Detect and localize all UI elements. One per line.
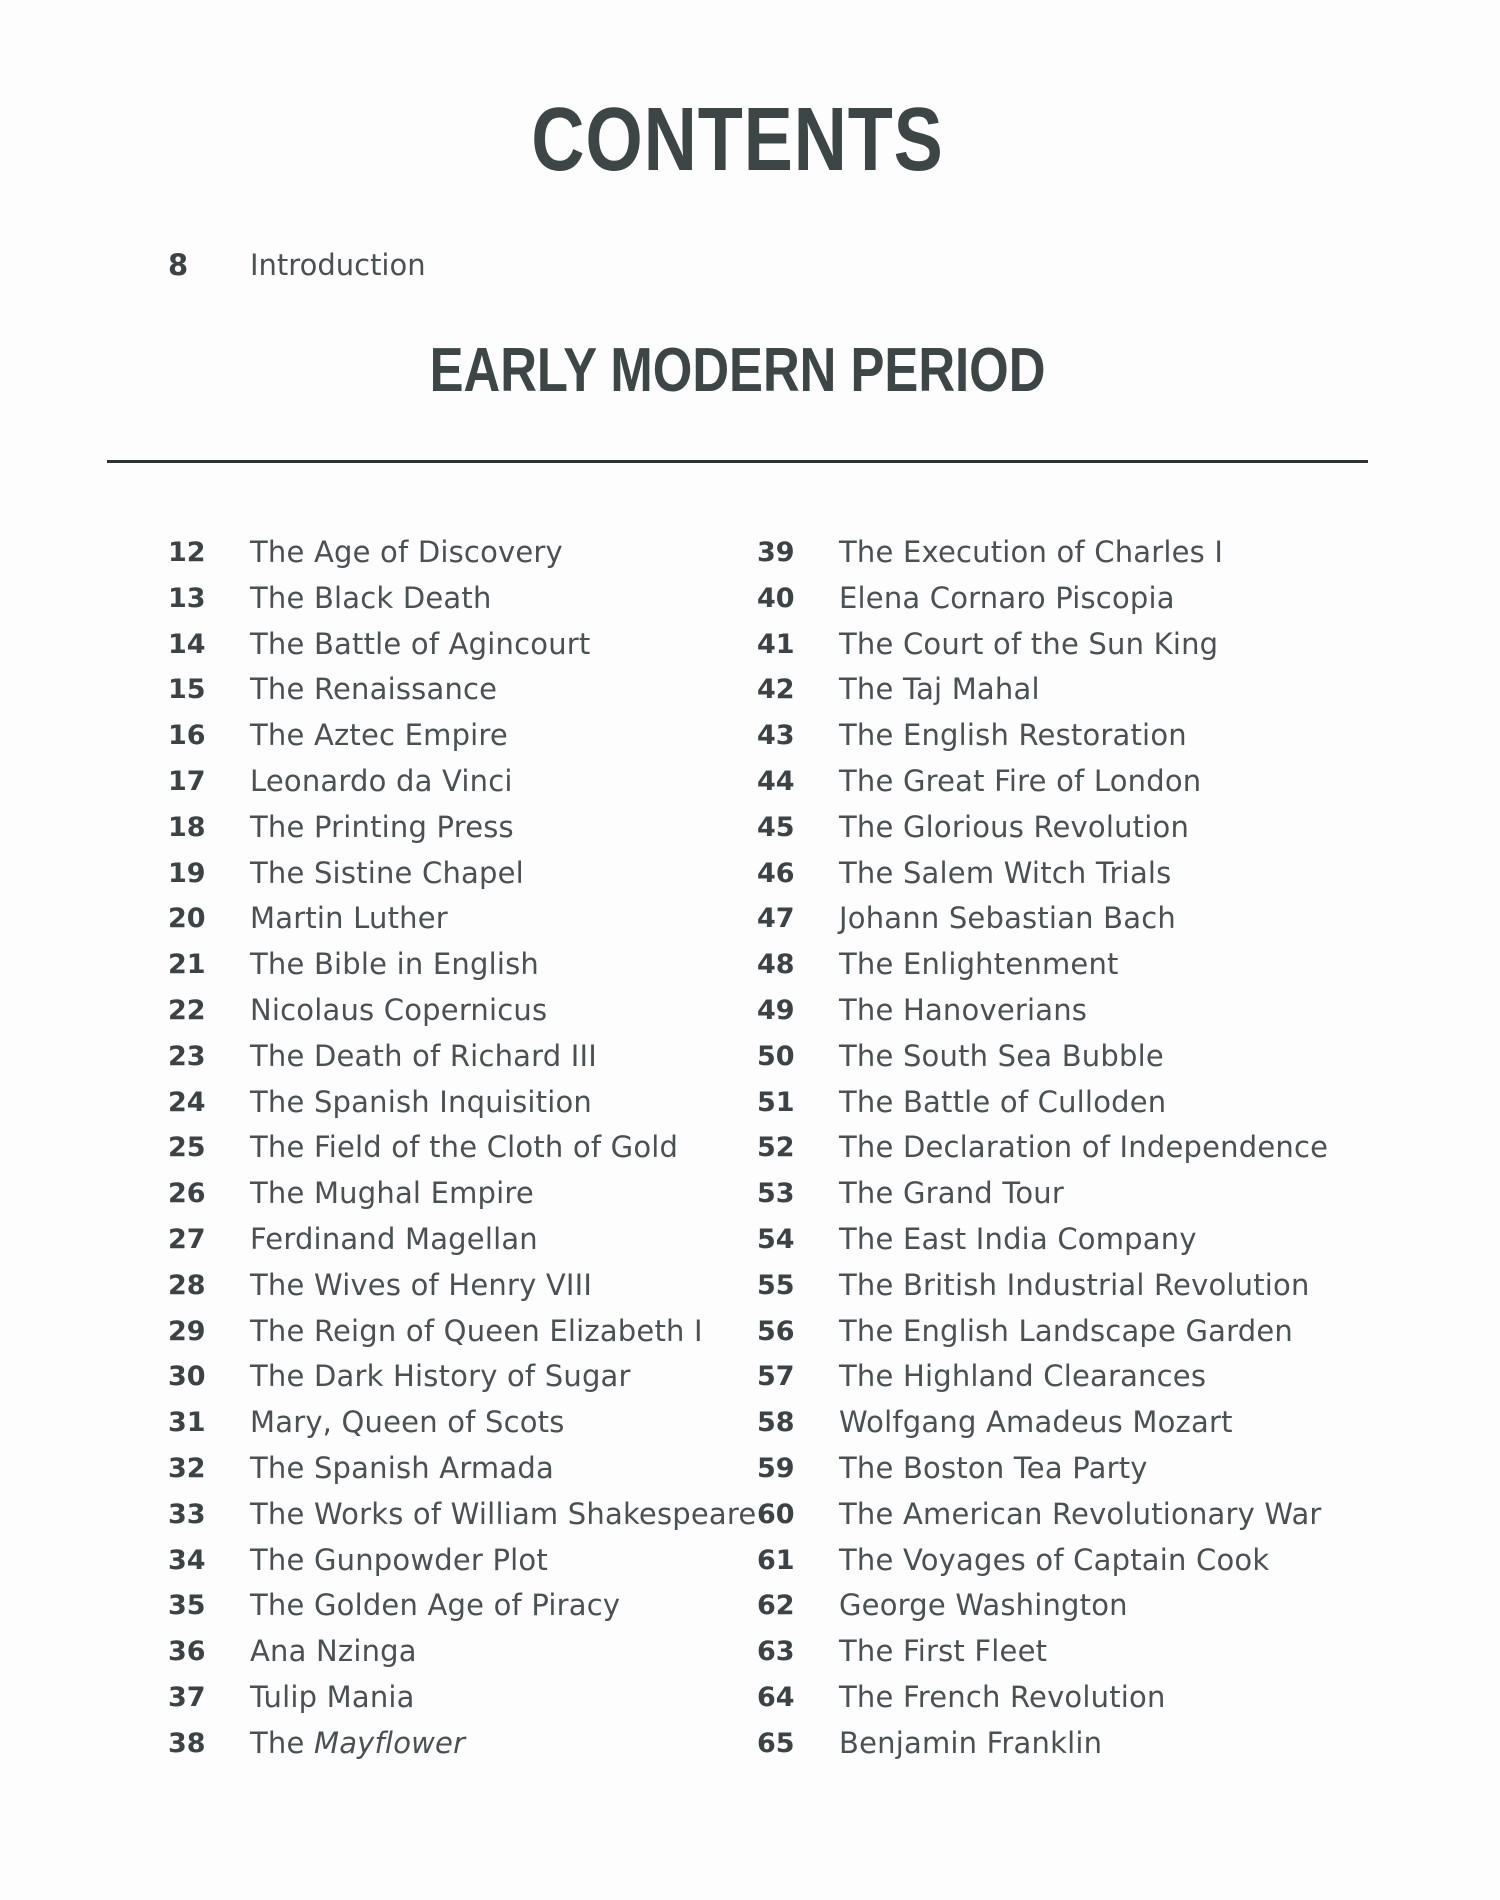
toc-page-number: 48 xyxy=(757,949,795,981)
toc-page-number: 51 xyxy=(757,1086,795,1118)
toc-entry-label: The Hanoverians xyxy=(839,992,1088,1027)
toc-page-number: 40 xyxy=(757,582,795,614)
toc-page-number: 21 xyxy=(168,949,206,981)
toc-page-number: 35 xyxy=(168,1590,206,1622)
toc-column-left xyxy=(168,530,768,1767)
toc-page-number: 27 xyxy=(168,1223,206,1255)
toc-page-number: 26 xyxy=(168,1178,206,1210)
toc-entry xyxy=(757,1309,1357,1355)
toc-entry xyxy=(168,759,768,805)
toc-entry-label: The Glorious Revolution xyxy=(839,809,1190,844)
toc-entry-label: The Wives of Henry VIII xyxy=(250,1267,593,1302)
toc-page-number: 24 xyxy=(168,1086,206,1118)
toc-entry-label: The Reign of Queen Elizabeth I xyxy=(250,1313,703,1348)
toc-entry-label: The Battle of Agincourt xyxy=(250,626,591,661)
toc-entry xyxy=(757,1675,1357,1721)
toc-entry-label: George Washington xyxy=(839,1588,1128,1623)
toc-page-number: 59 xyxy=(757,1452,795,1484)
toc-entry xyxy=(168,1583,768,1629)
toc-entry xyxy=(757,1446,1357,1492)
toc-page-number: 41 xyxy=(757,628,795,660)
toc-entry xyxy=(757,1354,1357,1400)
toc-entry-label: The English Landscape Garden xyxy=(839,1313,1293,1348)
toc-page-number: 45 xyxy=(757,811,795,843)
toc-page-number: 39 xyxy=(757,537,795,568)
toc-entry xyxy=(168,1400,768,1446)
toc-entry xyxy=(757,530,1357,576)
toc-entry xyxy=(168,713,768,759)
toc-entry-label: The Voyages of Captain Cook xyxy=(839,1542,1270,1577)
toc-entry-label: The Boston Tea Party xyxy=(839,1450,1148,1485)
toc-entry-label: The Highland Clearances xyxy=(839,1359,1207,1394)
toc-page-number: 46 xyxy=(757,857,795,889)
toc-page-number: 57 xyxy=(757,1361,795,1393)
toc-entry xyxy=(757,942,1357,988)
toc-entry xyxy=(757,1217,1357,1263)
toc-entry xyxy=(168,988,768,1034)
toc-page-number: 19 xyxy=(168,857,206,889)
toc-entry xyxy=(757,1080,1357,1126)
toc-page-number: 63 xyxy=(757,1636,795,1668)
toc-entry-label: The Renaissance xyxy=(250,672,498,707)
toc-entry xyxy=(168,1309,768,1355)
toc-entry-label: The Taj Mahal xyxy=(839,672,1040,707)
toc-page-number: 17 xyxy=(168,765,206,797)
toc-entry-label: The Salem Witch Trials xyxy=(839,855,1172,890)
toc-entry xyxy=(168,896,768,942)
toc-page-number: 25 xyxy=(168,1132,206,1164)
toc-entry-label: The Declaration of Independence xyxy=(839,1130,1329,1165)
toc-entry-label: The Battle of Culloden xyxy=(839,1084,1167,1119)
toc-entry-label: The Aztec Empire xyxy=(250,718,508,753)
toc-entry-label: The Sistine Chapel xyxy=(250,855,524,890)
toc-page-number: 47 xyxy=(757,903,795,935)
toc-page-number: 58 xyxy=(757,1407,795,1439)
toc-page-number: 18 xyxy=(168,811,206,843)
toc-entry-label: The American Revolutionary War xyxy=(839,1496,1322,1531)
toc-entry-label: The Golden Age of Piracy xyxy=(250,1588,621,1623)
toc-entry-label: The English Restoration xyxy=(839,718,1187,753)
toc-entry-label: The Spanish Inquisition xyxy=(250,1084,592,1119)
toc-entry-label: Leonardo da Vinci xyxy=(250,763,513,798)
toc-page-number: 62 xyxy=(757,1590,795,1622)
toc-page-number: 42 xyxy=(757,674,795,706)
toc-entry xyxy=(757,1721,1357,1767)
toc-entry xyxy=(168,1629,768,1675)
toc-entry xyxy=(757,1583,1357,1629)
toc-page-number: 14 xyxy=(168,628,206,660)
toc-page-number: 12 xyxy=(168,537,206,568)
toc-page-number: 64 xyxy=(757,1681,795,1713)
toc-entry xyxy=(168,942,768,988)
toc-entry-label: Elena Cornaro Piscopia xyxy=(839,580,1175,615)
toc-entry-label: The French Revolution xyxy=(839,1679,1166,1714)
toc-page-number: 16 xyxy=(168,720,206,752)
toc-entry-label: The First Fleet xyxy=(839,1634,1048,1669)
toc-entry-label: The Black Death xyxy=(250,580,492,615)
toc-entry xyxy=(757,1492,1357,1538)
toc-entry-label: The Dark History of Sugar xyxy=(250,1359,631,1394)
toc-entry xyxy=(757,1629,1357,1675)
toc-entry-label: The Gunpowder Plot xyxy=(250,1542,548,1577)
toc-page-number: 15 xyxy=(168,674,206,706)
page-title: CONTENTS xyxy=(531,90,944,190)
toc-entry-label: The Field of the Cloth of Gold xyxy=(250,1130,679,1165)
toc-entry-label: The Grand Tour xyxy=(839,1176,1064,1211)
toc-entry-label: Benjamin Franklin xyxy=(839,1725,1103,1760)
toc-entry xyxy=(168,530,768,576)
toc-entry xyxy=(757,1400,1357,1446)
toc-entry xyxy=(757,896,1357,942)
toc-entry xyxy=(757,1538,1357,1584)
toc-page-number: 50 xyxy=(757,1040,795,1072)
toc-page-number: 31 xyxy=(168,1407,206,1439)
toc-page-number: 29 xyxy=(168,1315,206,1347)
toc-page-number: 44 xyxy=(757,765,795,797)
toc-entry-label: The South Sea Bubble xyxy=(839,1038,1164,1073)
toc-page-number: 56 xyxy=(757,1315,795,1347)
toc-page-number: 13 xyxy=(168,582,206,614)
toc-entry xyxy=(757,988,1357,1034)
toc-page-number: 33 xyxy=(168,1498,206,1530)
toc-entry-label-italic: Mayflower xyxy=(313,1725,466,1760)
toc-entry xyxy=(168,851,768,897)
toc-entry-label xyxy=(250,1721,465,1767)
toc-page-number: 23 xyxy=(168,1040,206,1072)
toc-entry-label: The British Industrial Revolution xyxy=(839,1267,1310,1302)
toc-entry xyxy=(757,1125,1357,1171)
toc-entry xyxy=(757,851,1357,897)
section-heading: EARLY MODERN PERIOD xyxy=(429,336,1046,405)
toc-entry xyxy=(168,1080,768,1126)
toc-entry-label: Ferdinand Magellan xyxy=(250,1221,538,1256)
toc-page-number: 43 xyxy=(757,720,795,752)
toc-page-number: 32 xyxy=(168,1452,206,1484)
toc-page-number: 52 xyxy=(757,1132,795,1164)
toc-entry-label: The Age of Discovery xyxy=(250,535,563,569)
toc-entry-label: The Spanish Armada xyxy=(250,1450,554,1485)
toc-entry xyxy=(168,805,768,851)
toc-entry xyxy=(168,667,768,713)
toc-entry xyxy=(168,1217,768,1263)
toc-entry xyxy=(168,622,768,668)
toc-entry-label: The Great Fire of London xyxy=(839,763,1202,798)
toc-entry xyxy=(168,1446,768,1492)
toc-entry-label: The Court of the Sun King xyxy=(839,626,1219,661)
toc-page-number: 8 xyxy=(168,248,189,282)
toc-entry xyxy=(168,576,768,622)
toc-entry xyxy=(168,1125,768,1171)
toc-entry xyxy=(757,1034,1357,1080)
toc-entry xyxy=(757,667,1357,713)
toc-entry xyxy=(168,1721,768,1767)
toc-page-number: 65 xyxy=(757,1727,795,1759)
toc-entry xyxy=(757,805,1357,851)
toc-page-number: 34 xyxy=(168,1544,206,1576)
toc-entry xyxy=(168,1492,768,1538)
toc-page-number: 60 xyxy=(757,1498,795,1530)
toc-page-number: 20 xyxy=(168,903,206,935)
toc-entry-label: Nicolaus Copernicus xyxy=(250,992,548,1027)
toc-entry-label: Mary, Queen of Scots xyxy=(250,1405,565,1440)
toc-entry xyxy=(168,1034,768,1080)
toc-entry xyxy=(757,622,1357,668)
toc-entry-label: The Works of William Shakespeare xyxy=(250,1496,757,1531)
toc-entry-label: The Execution of Charles I xyxy=(839,535,1224,569)
toc-page-number: 28 xyxy=(168,1269,206,1301)
toc-entry-label-text: The xyxy=(250,1725,305,1760)
toc-page-number: 38 xyxy=(168,1727,206,1759)
toc-page-number: 54 xyxy=(757,1223,795,1255)
toc-page-number: 22 xyxy=(168,994,206,1026)
toc-entry-label: Ana Nzinga xyxy=(250,1634,417,1669)
toc-entry xyxy=(757,576,1357,622)
toc-entry-label: Johann Sebastian Bach xyxy=(839,901,1176,936)
toc-entry-label: Tulip Mania xyxy=(250,1679,415,1714)
toc-entry-label: The Enlightenment xyxy=(839,947,1119,982)
toc-entry-label: The Death of Richard III xyxy=(250,1038,598,1073)
toc-entry xyxy=(168,1171,768,1217)
toc-entry xyxy=(168,1675,768,1721)
toc-entry xyxy=(168,1538,768,1584)
toc-entry-label: Martin Luther xyxy=(250,901,448,936)
toc-page-number: 37 xyxy=(168,1681,206,1713)
toc-entry-label: The Bible in English xyxy=(250,947,540,982)
toc-entry xyxy=(757,1263,1357,1309)
toc-page-number: 55 xyxy=(757,1269,795,1301)
toc-entry xyxy=(168,1263,768,1309)
toc-entry xyxy=(757,713,1357,759)
toc-page-number: 36 xyxy=(168,1636,206,1668)
toc-entry-label: The Printing Press xyxy=(250,809,514,844)
toc-entry-label: The Mughal Empire xyxy=(250,1176,534,1211)
toc-entry-label: Wolfgang Amadeus Mozart xyxy=(839,1405,1233,1440)
toc-column-right xyxy=(757,530,1357,1767)
section-divider xyxy=(107,460,1368,463)
toc-entry xyxy=(757,1171,1357,1217)
toc-page-number: 49 xyxy=(757,994,795,1026)
toc-entry xyxy=(757,759,1357,805)
toc-page-number: 30 xyxy=(168,1361,206,1393)
toc-entry-label: The East India Company xyxy=(839,1221,1197,1256)
toc-entry-label: Introduction xyxy=(250,248,426,282)
toc-page-number: 53 xyxy=(757,1178,795,1210)
toc-page-number: 61 xyxy=(757,1544,795,1576)
toc-entry xyxy=(168,1354,768,1400)
